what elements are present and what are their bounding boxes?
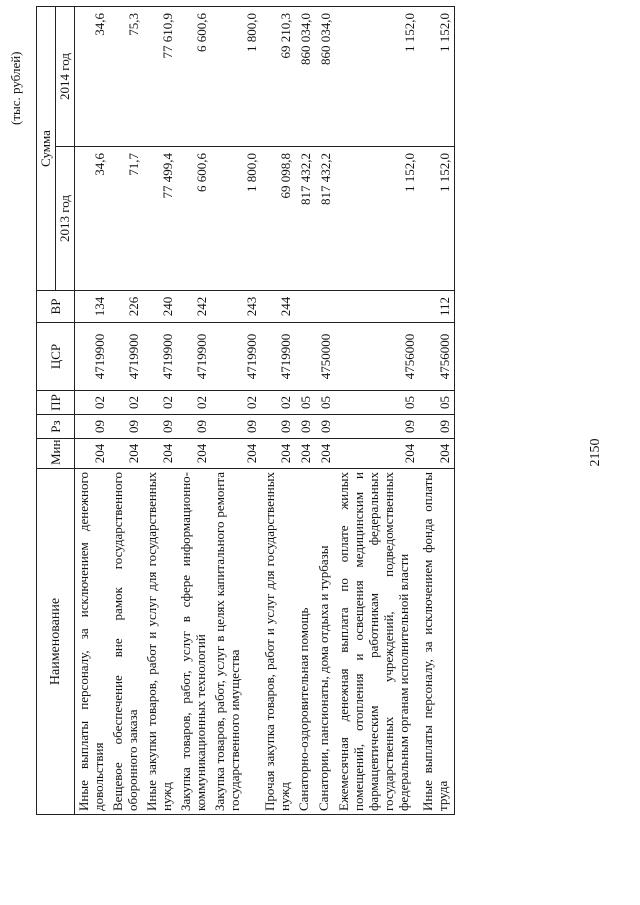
row-sum-2014: 1 152,0 — [335, 7, 419, 147]
row-name: Закупка товаров, работ, услуг в целях капитального ремонта государственного имущества — [211, 469, 261, 815]
row-min: 204 — [261, 439, 295, 469]
table-row — [211, 7, 261, 815]
header-2014: 2014 год — [56, 7, 75, 147]
header-name: Наименование — [37, 469, 75, 815]
row-min: 204 — [211, 439, 261, 469]
row-sum-2014: 34,6 — [75, 7, 109, 147]
row-sum-2014: 6 600,6 — [177, 7, 211, 147]
row-rz: 09 — [261, 415, 295, 439]
row-rz: 09 — [295, 415, 315, 439]
row-vr: 134 — [75, 291, 109, 323]
row-min: 204 — [295, 439, 315, 469]
row-sum-2014: 860 034,0 — [295, 7, 315, 147]
row-pr: 02 — [177, 391, 211, 415]
table-row — [419, 7, 455, 815]
row-sum-2013: 817 432,2 — [315, 147, 335, 291]
table-row — [143, 7, 177, 815]
row-sum-2014: 69 210,3 — [261, 7, 295, 147]
row-csr: 4756000 — [335, 323, 419, 391]
row-sum-2013: 77 499,4 — [143, 147, 177, 291]
row-sum-2014: 1 800,0 — [211, 7, 261, 147]
row-pr: 02 — [143, 391, 177, 415]
row-sum-2013: 1 152,0 — [419, 147, 455, 291]
row-pr: 05 — [315, 391, 335, 415]
row-sum-2013: 817 432,2 — [295, 147, 315, 291]
row-pr: 02 — [261, 391, 295, 415]
row-name: Санаторно-оздоровительная помощь — [295, 469, 315, 815]
row-name: Иные закупки товаров, работ и услуг для государственных нужд — [143, 469, 177, 815]
row-csr: 4719900 — [143, 323, 177, 391]
row-sum-2013: 1 800,0 — [211, 147, 261, 291]
row-rz: 09 — [177, 415, 211, 439]
row-rz: 09 — [211, 415, 261, 439]
row-sum-2013: 34,6 — [75, 147, 109, 291]
row-vr: 112 — [419, 291, 455, 323]
row-name: Прочая закупка товаров, работ и услуг для государственных нужд — [261, 469, 295, 815]
row-csr — [295, 323, 315, 391]
table-row — [315, 7, 335, 815]
row-vr — [315, 291, 335, 323]
row-name: Закупка товаров, работ, услуг в сфере информационно-коммуникационных технологий — [177, 469, 211, 815]
row-rz: 09 — [315, 415, 335, 439]
row-min: 204 — [143, 439, 177, 469]
table-row — [75, 7, 109, 815]
row-vr — [335, 291, 419, 323]
header-2013: 2013 год — [56, 147, 75, 291]
row-csr: 4756000 — [419, 323, 455, 391]
row-rz: 09 — [335, 415, 419, 439]
page-number: 2150 — [588, 438, 603, 467]
header-pr: ПР — [37, 391, 75, 415]
row-sum-2014: 860 034,0 — [315, 7, 335, 147]
row-csr: 4719900 — [211, 323, 261, 391]
row-name: Вещевое обеспечение вне рамок государственного оборонного заказа — [109, 469, 143, 815]
row-sum-2013: 1 152,0 — [335, 147, 419, 291]
table-row — [177, 7, 211, 815]
row-name: Ежемесячная денежная выплата по оплате жилых помещений, отопления и освещения медицинским и фармацевтическим работникам федеральных государственных учреждений, подведомственных федеральным органам исполнительной власти — [335, 469, 419, 815]
row-pr: 05 — [295, 391, 315, 415]
row-csr: 4719900 — [177, 323, 211, 391]
row-name: Санатории, пансионаты, дома отдыха и турбазы — [315, 469, 335, 815]
row-min: 204 — [315, 439, 335, 469]
row-sum-2014: 75,3 — [109, 7, 143, 147]
row-pr: 05 — [335, 391, 419, 415]
header-vr: ВР — [37, 291, 75, 323]
budget-table — [36, 6, 455, 815]
row-vr: 226 — [109, 291, 143, 323]
row-pr: 02 — [75, 391, 109, 415]
row-name: Иные выплаты персоналу, за исключением фонда оплаты труда — [419, 469, 455, 815]
table-row — [109, 7, 143, 815]
row-pr: 02 — [109, 391, 143, 415]
row-csr: 4719900 — [109, 323, 143, 391]
table-row — [335, 7, 419, 815]
row-sum-2013: 6 600,6 — [177, 147, 211, 291]
row-csr: 4750000 — [315, 323, 335, 391]
row-sum-2013: 71,7 — [109, 147, 143, 291]
row-pr: 05 — [419, 391, 455, 415]
row-min: 204 — [177, 439, 211, 469]
row-vr: 244 — [261, 291, 295, 323]
row-min: 204 — [75, 439, 109, 469]
row-rz: 09 — [143, 415, 177, 439]
header-csr: ЦСР — [37, 323, 75, 391]
header-min: Мин — [37, 439, 75, 469]
header-sum: Сумма — [37, 7, 56, 291]
row-rz: 09 — [109, 415, 143, 439]
row-vr — [295, 291, 315, 323]
row-name: Иные выплаты персоналу, за исключением денежного довольствия — [75, 469, 109, 815]
row-min: 204 — [335, 439, 419, 469]
row-sum-2014: 77 610,9 — [143, 7, 177, 147]
row-min: 204 — [109, 439, 143, 469]
table-row — [295, 7, 315, 815]
row-sum-2013: 69 098,8 — [261, 147, 295, 291]
row-vr: 243 — [211, 291, 261, 323]
row-min: 204 — [419, 439, 455, 469]
units-note: (тыс. рублей) — [8, 51, 23, 125]
row-rz: 09 — [75, 415, 109, 439]
row-csr: 4719900 — [75, 323, 109, 391]
row-sum-2014: 1 152,0 — [419, 7, 455, 147]
row-csr: 4719900 — [261, 323, 295, 391]
header-rz: Рз — [37, 415, 75, 439]
row-pr: 02 — [211, 391, 261, 415]
row-vr: 240 — [143, 291, 177, 323]
row-vr: 242 — [177, 291, 211, 323]
table-row — [261, 7, 295, 815]
row-rz: 09 — [419, 415, 455, 439]
